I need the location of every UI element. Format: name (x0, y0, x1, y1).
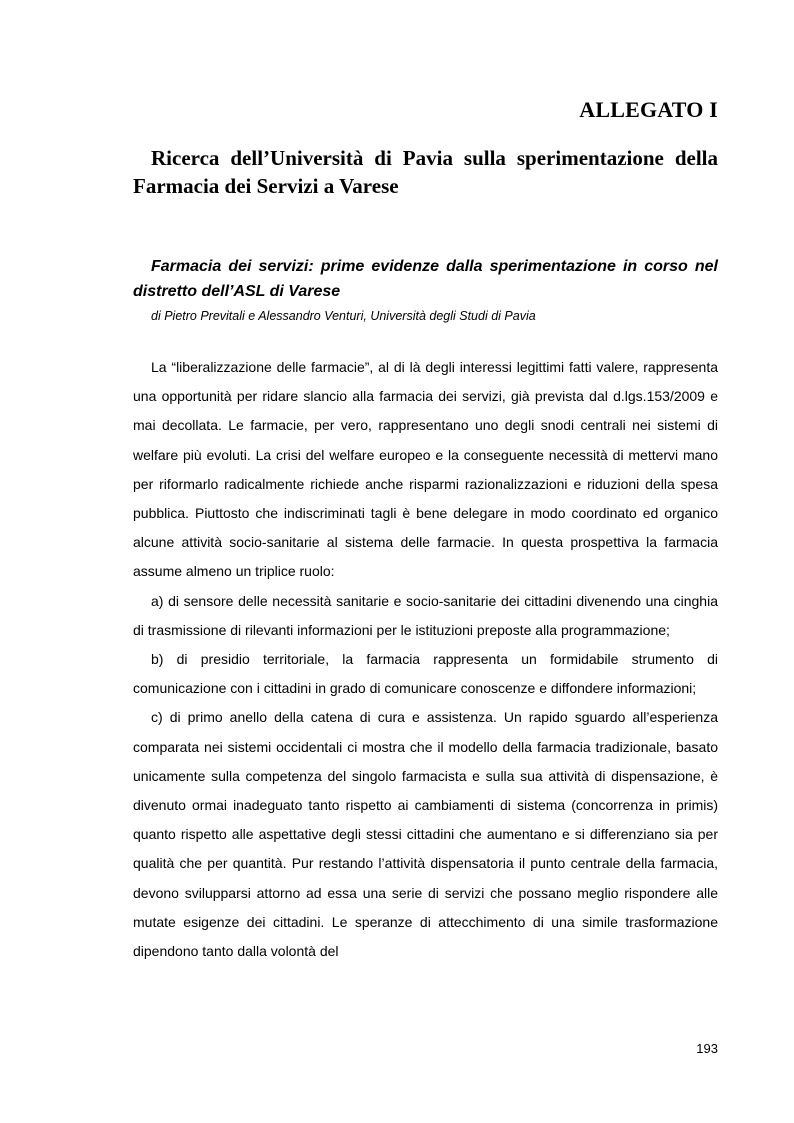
body-paragraph-intro: La “liberalizzazione delle farmacie”, al di là degli interessi legittimi fatti valere, rappresenta una opportunità per ridare slancio alla farmacia dei servizi, già prevista dal d.lgs.153/2009 e mai decollata. Le farmacie, per vero, rappresentano uno degli snodi centrali nei sistemi di welfare più evoluti. La crisi del welfare europeo e la conseguente necessità di mettervi mano per riformarlo radicalmente richiede anche risparmi razionalizzazioni e riduzioni della spesa pubblica. Piuttosto che indiscriminati tagli è bene delegare in modo coordinato ed organico alcune attività socio-sanitarie al sistema delle farmacie. In questa prospettiva la farmacia assume almeno un triplice ruolo: (133, 359, 718, 580)
article-subtitle: Farmacia dei servizi: prime evidenze dalla sperimentazione in corso nel distretto dell’ASL di Varese (133, 258, 718, 300)
article-authors: di Pietro Previtali e Alessandro Venturi, Università degli Studi di Pavia (151, 309, 536, 323)
body-paragraph-role-a: a) di sensore delle necessità sanitarie e socio-sanitarie dei cittadini divenendo una cinghia di trasmissione di rilevanti informazioni per le istituzioni preposte alla programmazione; (133, 592, 718, 638)
article-body (133, 353, 718, 966)
body-paragraph-role-b: b) di presidio territoriale, la farmacia rappresenta un formidabile strumento di comunicazione con i cittadini in grado di comunicare conoscenze e diffondere informazioni; (133, 651, 718, 697)
document-title: Ricerca dell’Università di Pavia sulla sperimentazione della Farmacia dei Servizi a Varese (133, 146, 718, 198)
appendix-heading: ALLEGATO I (579, 97, 718, 122)
page-number: 193 (696, 1041, 718, 1056)
body-paragraph-role-c: c) di primo anello della catena di cura e assistenza. Un rapido sguardo all’esperienza comparata nei sistemi occidentali ci mostra che il modello della farmacia tradizionale, basato unicamente sulla competenza del singolo farmacista e sulla sua attività di dispensazione, è divenuto ormai inadeguato tanto rispetto ai cambiamenti di sistema (concorrenza in primis) quanto rispetto alle aspettative degli stessi cittadini che aumentano e si differenziano sia per qualità che per quantità. Pur restando l’attività dispensatoria il punto centrale della farmacia, devono svilupparsi attorno ad essa una serie di servizi che possano meglio rispondere alle mutate esigenze dei cittadini. Le speranze di attecchimento di una simile trasformazione dipendono tanto dalla volontà del (133, 709, 718, 960)
